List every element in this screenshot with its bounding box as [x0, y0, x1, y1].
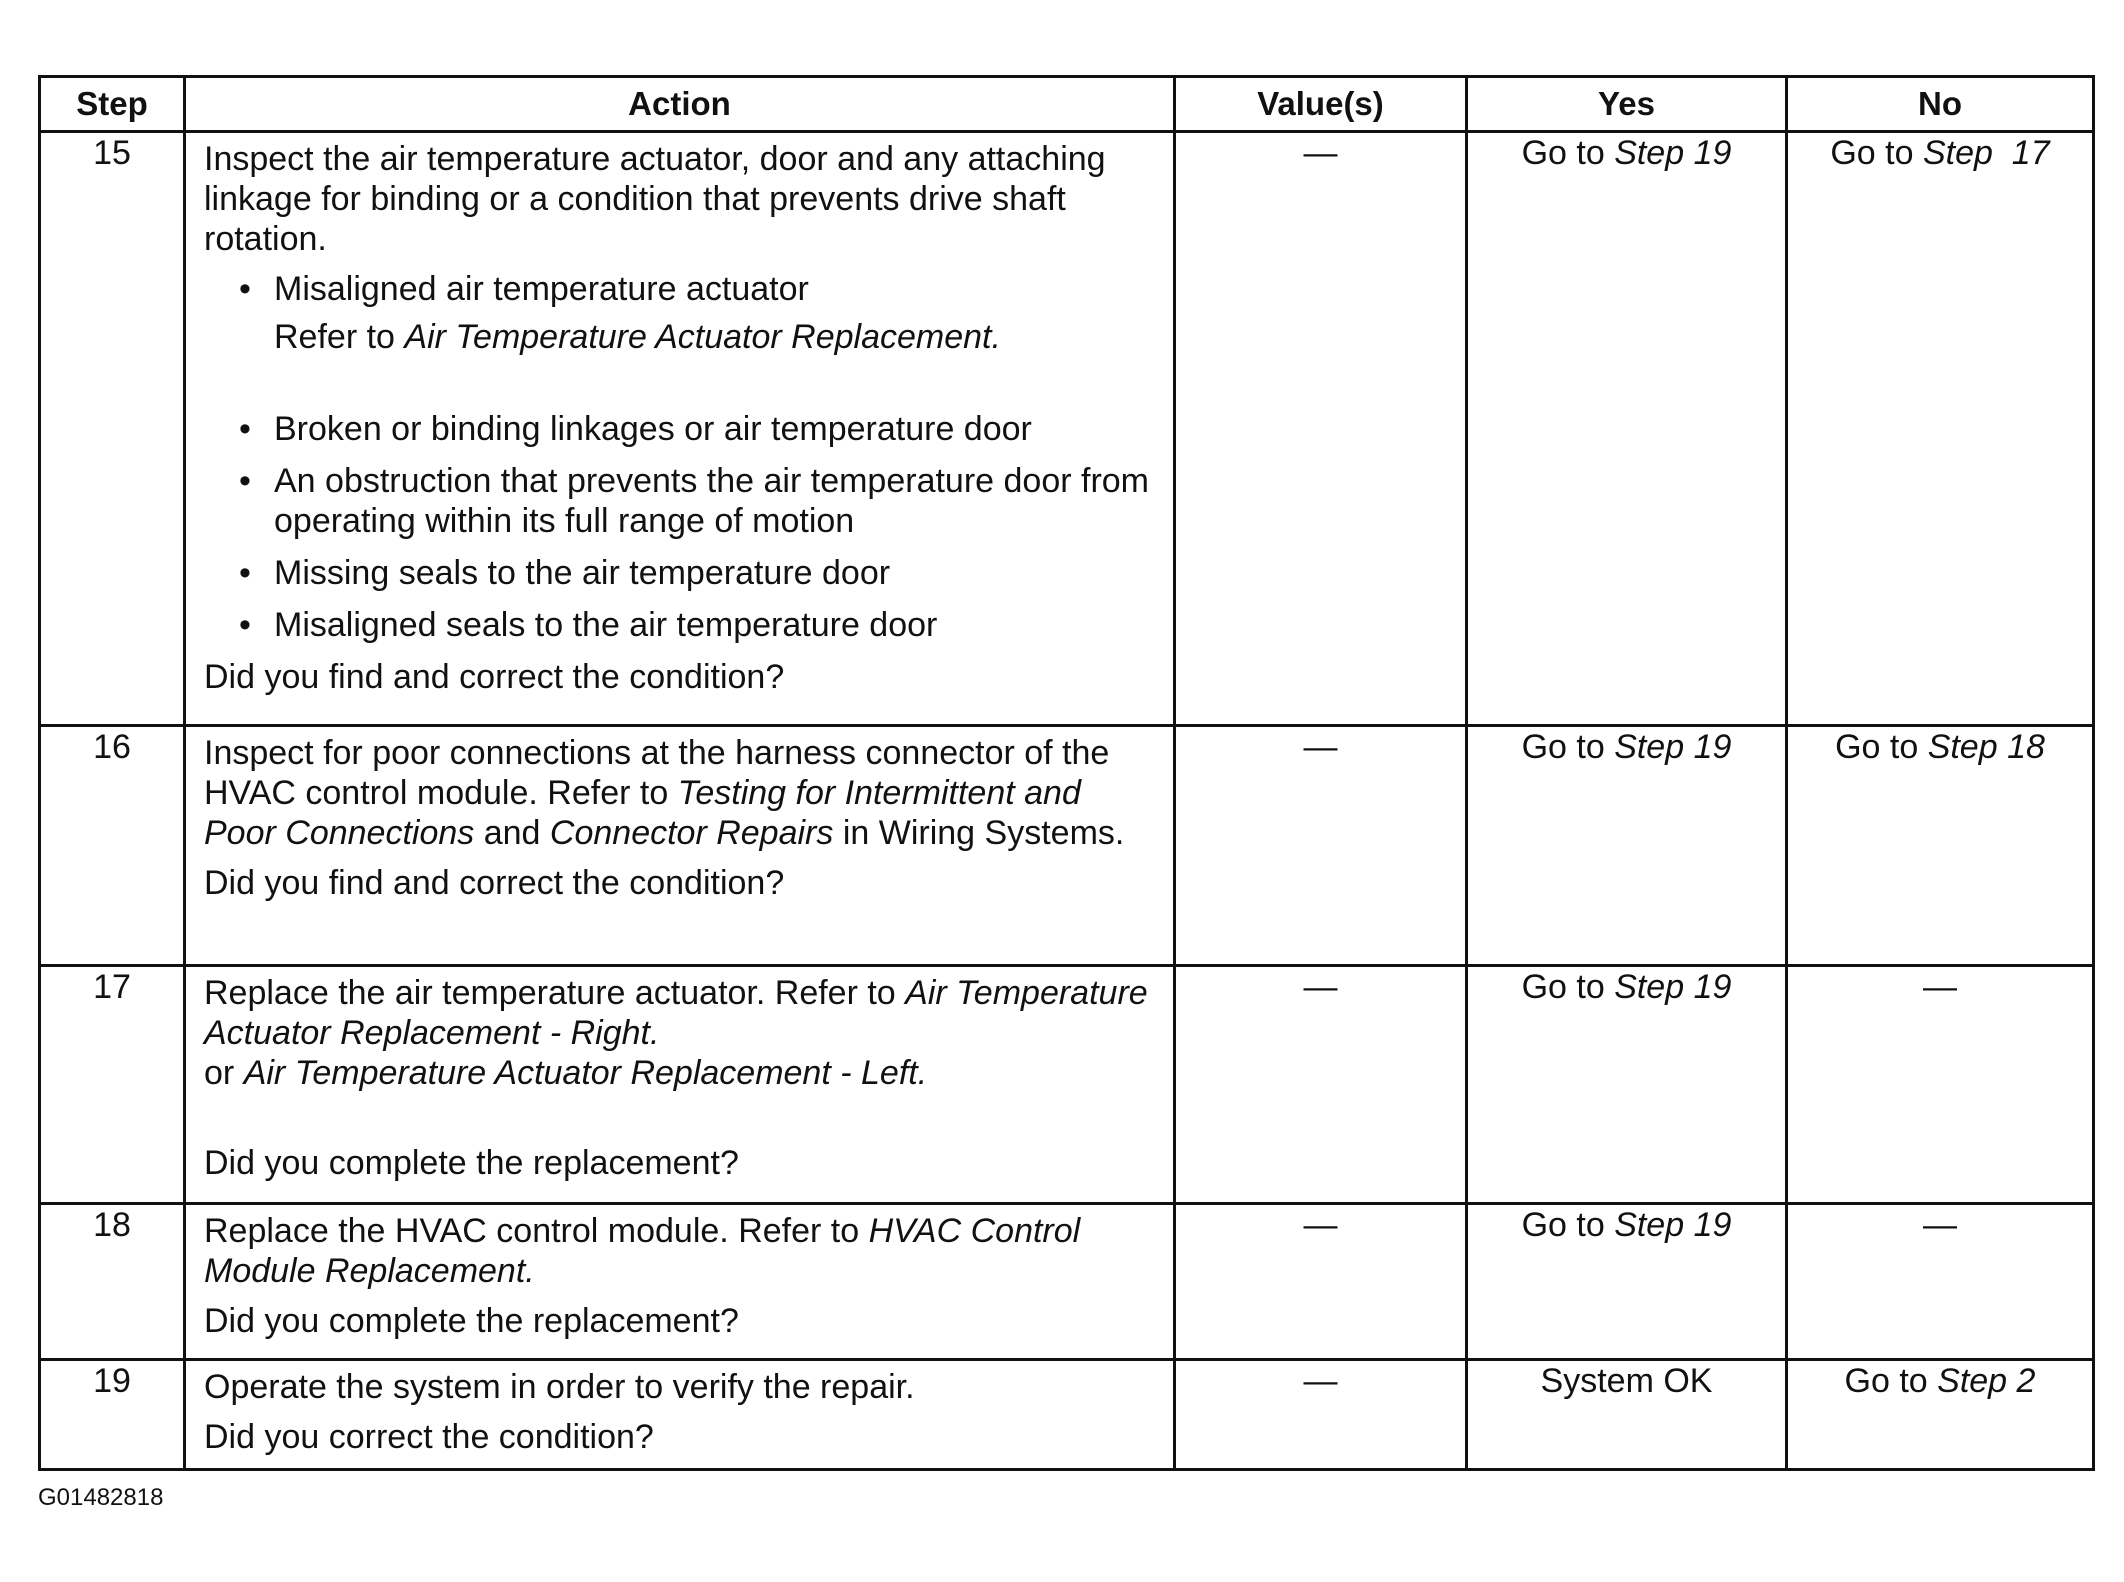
reference-link[interactable]: HVAC Control Module Replacement.	[204, 1212, 1081, 1290]
reference-link[interactable]: Testing for Intermittent and Poor Connections	[204, 774, 1081, 852]
header-step: Step	[40, 77, 185, 132]
no-cell: —	[1787, 966, 2094, 1204]
value-cell: —	[1175, 1204, 1467, 1360]
yes-cell: Go to Step 19	[1467, 966, 1787, 1204]
table-row	[40, 132, 2094, 726]
yes-step-link[interactable]: Step 19	[1614, 728, 1732, 766]
value-cell: —	[1175, 726, 1467, 966]
header-action: Action	[185, 77, 1175, 132]
step-number: 19	[40, 1360, 185, 1470]
table-row	[40, 966, 2094, 1204]
yes-cell: Go to Step 19	[1467, 1204, 1787, 1360]
yes-cell: Go to Step 19	[1467, 132, 1787, 726]
no-cell: —	[1787, 1204, 2094, 1360]
action-text: Inspect the air temperature actuator, door and any attaching linkage for binding or a condition that prevents drive shaft rotation.	[204, 140, 1106, 258]
action-cell	[185, 966, 1175, 1204]
header-yes: Yes	[1467, 77, 1787, 132]
yes-step-link[interactable]: Step 19	[1614, 968, 1732, 1006]
no-cell: Go to Step 18	[1787, 726, 2094, 966]
table-row	[40, 1204, 2094, 1360]
reference-text: Refer to Air Temperature Actuator Replacement.	[274, 318, 1001, 356]
step-number: 16	[40, 726, 185, 966]
reference-link[interactable]: Air Temperature Actuator Replacement - Right.	[204, 974, 1148, 1052]
header-row	[40, 77, 2094, 132]
action-cell	[185, 132, 1175, 726]
no-step-link[interactable]: Step 18	[1927, 728, 2045, 766]
no-cell: Go to Step 17	[1787, 132, 2094, 726]
value-cell: —	[1175, 132, 1467, 726]
yes-step-link[interactable]: Step 19	[1614, 1206, 1732, 1244]
yes-cell: Go to Step 19	[1467, 726, 1787, 966]
bullet-list	[204, 409, 1153, 645]
list-item: • Misaligned seals to the air temperature door	[204, 605, 1153, 645]
action-text: Inspect for poor connections at the harness connector of the HVAC control module. Refer to Testing for Intermittent and Poor Connections and Connector Repairs in Wiring Systems.	[204, 734, 1125, 852]
list-item: • Misaligned air temperature actuator	[204, 269, 1153, 309]
question-text: Did you complete the replacement?	[204, 1144, 739, 1182]
table-row	[40, 1360, 2094, 1470]
list-item: • An obstruction that prevents the air temperature door from operating within its full range of motion	[204, 461, 1153, 541]
header-no: No	[1787, 77, 2094, 132]
value-cell: —	[1175, 1360, 1467, 1470]
step-number: 17	[40, 966, 185, 1204]
diagnostic-table	[38, 75, 2095, 1471]
header-values: Value(s)	[1175, 77, 1467, 132]
reference-link[interactable]: Air Temperature Actuator Replacement.	[404, 318, 1001, 356]
action-cell	[185, 726, 1175, 966]
question-text: Did you find and correct the condition?	[204, 864, 785, 902]
yes-step-link[interactable]: Step 19	[1614, 134, 1732, 172]
step-number: 15	[40, 132, 185, 726]
reference-link[interactable]: Connector Repairs	[549, 814, 834, 852]
figure-code: G01482818	[38, 1484, 164, 1511]
step-number: 18	[40, 1204, 185, 1360]
list-item: • Broken or binding linkages or air temperature door	[204, 409, 1153, 449]
action-cell	[185, 1360, 1175, 1470]
table-row	[40, 726, 2094, 966]
action-text: Replace the air temperature actuator. Refer to Air Temperature Actuator Replacement - Right. or Air Temperature Actuator Replacement - Left.	[204, 974, 1148, 1092]
list-item: • Missing seals to the air temperature door	[204, 553, 1153, 593]
bullet-list	[204, 269, 1153, 309]
action-text: Operate the system in order to verify the repair.	[204, 1368, 915, 1406]
question-text: Did you complete the replacement?	[204, 1302, 739, 1340]
action-cell	[185, 1204, 1175, 1360]
value-cell: —	[1175, 966, 1467, 1204]
question-text: Did you correct the condition?	[204, 1418, 654, 1456]
action-text: Replace the HVAC control module. Refer to HVAC Control Module Replacement.	[204, 1212, 1081, 1290]
no-cell: Go to Step 2	[1787, 1360, 2094, 1470]
reference-link[interactable]: Air Temperature Actuator Replacement - Left.	[243, 1054, 928, 1092]
yes-cell: System OK	[1467, 1360, 1787, 1470]
question-text: Did you find and correct the condition?	[204, 658, 785, 696]
no-step-link[interactable]: Step 2	[1937, 1362, 2036, 1400]
no-step-link[interactable]: Step 17	[1922, 134, 2050, 172]
